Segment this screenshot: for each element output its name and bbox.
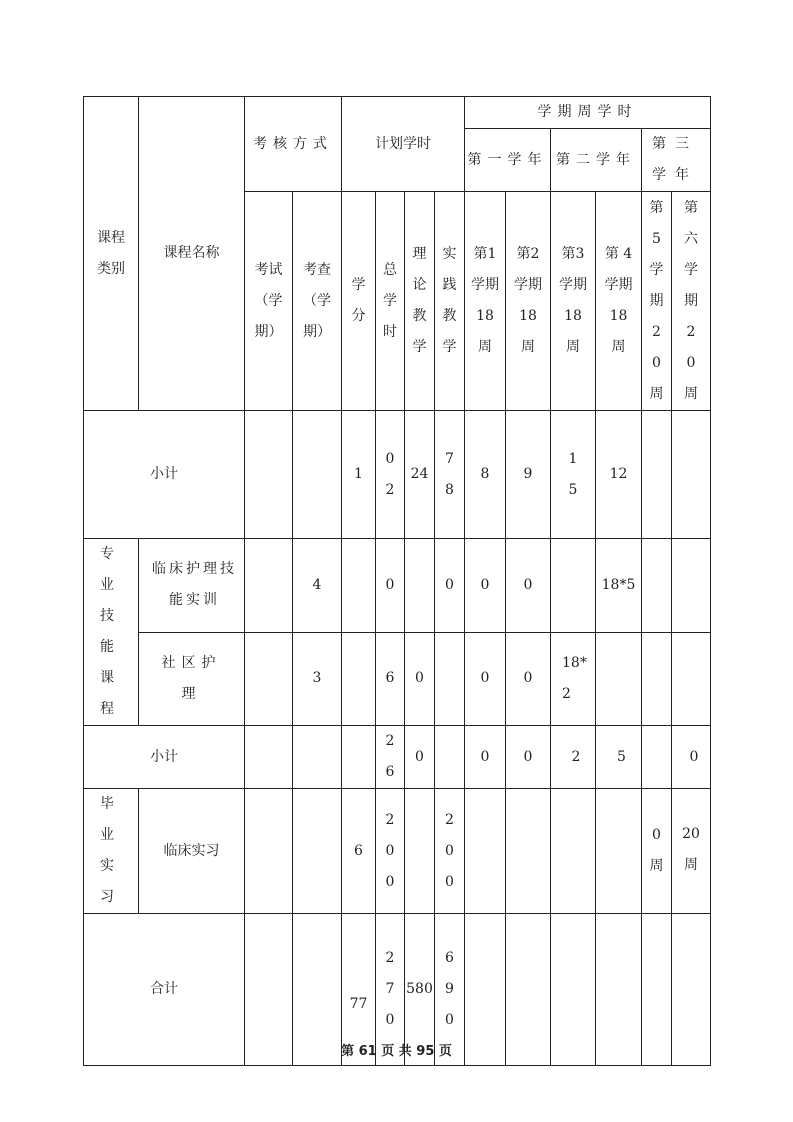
cell-s2: 0 — [506, 726, 551, 789]
header-theory: 理论教学 — [405, 192, 435, 411]
cell-s4: 18*5 — [596, 539, 642, 633]
header-check: 考查（学期） — [293, 192, 342, 411]
course-clinical-internship: 临床实习 — [139, 789, 245, 914]
subtotal-label: 小计 — [84, 411, 245, 539]
header-planned-hours: 计划学时 — [342, 97, 465, 192]
cell-credit: 6 — [342, 789, 376, 914]
cell-theory: 0 — [405, 726, 435, 789]
cell-s2: 0 — [506, 539, 551, 633]
header-practice: 实践教学 — [435, 192, 465, 411]
cell-s2: 9 — [506, 411, 551, 539]
table-row — [84, 726, 711, 789]
header-sem4: 第 4学期18周 — [596, 192, 642, 411]
cell-total: 270 — [376, 914, 405, 1066]
header-year3: 第三学年 — [642, 129, 711, 192]
cell-s5: 0周 — [642, 789, 672, 914]
page-footer: 第 61 页 共 95 页 — [341, 1044, 452, 1059]
cell-check: 4 — [293, 539, 342, 633]
cell-s6: 0 — [672, 726, 711, 789]
cell-s6: 20周 — [672, 789, 711, 914]
table-row — [84, 411, 711, 539]
header-year2: 第二学年 — [551, 129, 642, 192]
cell-s3: 2 — [551, 726, 596, 789]
header-course-category: 课程类别 — [84, 97, 139, 411]
header-sem3: 第3学期18周 — [551, 192, 596, 411]
header-credit: 学分 — [342, 192, 376, 411]
total-label: 合计 — [84, 914, 245, 1066]
cell-credit: 1 — [342, 411, 376, 539]
cell-s4: 5 — [596, 726, 642, 789]
table-row — [84, 789, 711, 914]
cell-practice: 0 — [435, 539, 465, 633]
professional-category: 专业技能课程 — [84, 539, 139, 726]
cell-s1: 8 — [465, 411, 506, 539]
cell-s2: 0 — [506, 632, 551, 726]
subtotal-label: 小计 — [84, 726, 245, 789]
cell-total: 0 — [376, 539, 405, 633]
header-assessment: 考核方式 — [245, 97, 342, 192]
cell-credit: 77 — [342, 914, 376, 1066]
table-row — [84, 539, 711, 633]
cell-total: 200 — [376, 789, 405, 914]
cell-total: 02 — [376, 411, 405, 539]
header-sem5: 第5学期20周 — [642, 192, 672, 411]
cell-theory: 0 — [405, 632, 435, 726]
course-community-nursing: 社区护理 — [139, 632, 245, 726]
cell-total: 6 — [376, 632, 405, 726]
cell-practice: 200 — [435, 789, 465, 914]
header-total-hours: 总学时 — [376, 192, 405, 411]
graduation-category: 毕业实习 — [84, 789, 139, 914]
cell-practice: 78 — [435, 411, 465, 539]
cell-check: 3 — [293, 632, 342, 726]
header-sem6: 第六学期20周 — [672, 192, 711, 411]
header-course-name: 课程名称 — [139, 97, 245, 411]
cell-theory: 24 — [405, 411, 435, 539]
cell-s1: 0 — [465, 726, 506, 789]
curriculum-table — [83, 96, 711, 1066]
header-sem2: 第2学期18周 — [506, 192, 551, 411]
cell-total: 26 — [376, 726, 405, 789]
header-exam: 考试（学期） — [245, 192, 293, 411]
cell-s1: 0 — [465, 539, 506, 633]
cell-s4: 12 — [596, 411, 642, 539]
header-year1: 第一学年 — [465, 129, 551, 192]
cell-s3: 15 — [551, 411, 596, 539]
table-row — [84, 632, 711, 726]
header-sem1: 第1学期18周 — [465, 192, 506, 411]
cell-s3: 18*2 — [551, 632, 596, 726]
header-weekly-hours: 学期周学时 — [465, 97, 711, 129]
cell-practice: 690 — [435, 914, 465, 1066]
cell-theory: 580 — [405, 914, 435, 1066]
cell-s1: 0 — [465, 632, 506, 726]
course-nursing-skill: 临床护理技能实训 — [139, 539, 245, 633]
